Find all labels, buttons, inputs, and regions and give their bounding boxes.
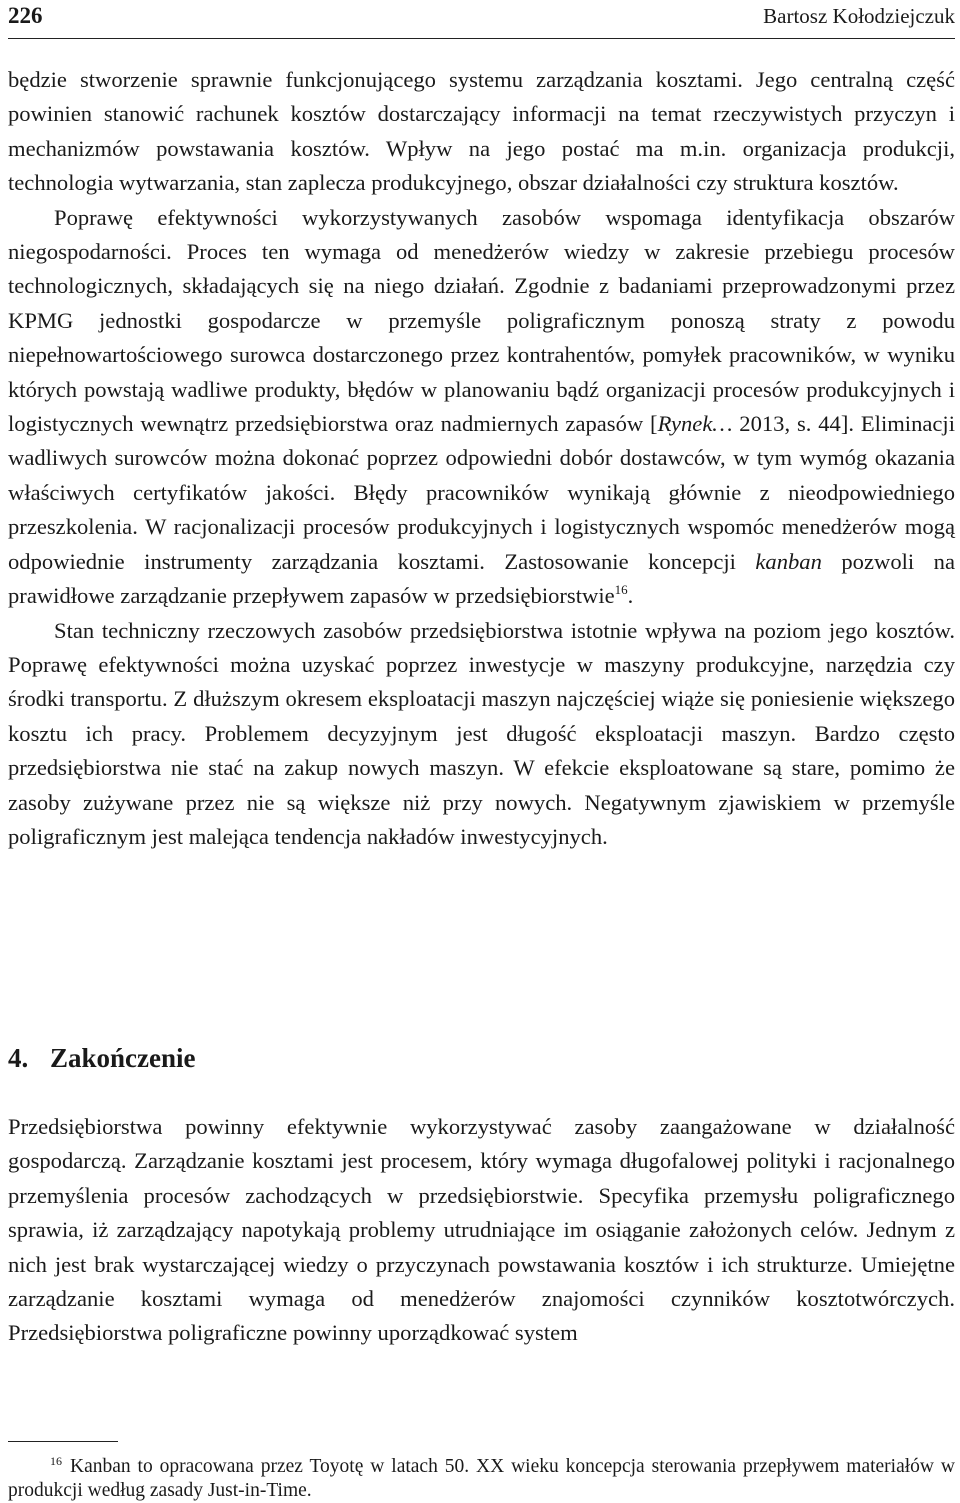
- paragraph-2: [8, 201, 955, 614]
- paragraph-2-part-3: pozwoli na prawidłowe zarządzanie przepływem zapasów w przedsiębiorstwie: [8, 548, 955, 609]
- page-number: 226: [8, 3, 43, 28]
- footnote-mark: 16: [50, 1454, 62, 1468]
- section-title: Zakończenie: [50, 1043, 196, 1073]
- conclusion-text: [8, 1110, 955, 1351]
- section-number: 4.: [8, 1043, 29, 1073]
- footnote-divider: [8, 1441, 118, 1442]
- footnote-text: Kanban to opracowana przez Toyotę w latach 50. XX wieku koncepcja sterowania przepływem materiałów w produkcji według zasady Just-in-Time.: [8, 1456, 955, 1501]
- section-heading: [8, 1040, 196, 1076]
- paragraph-3: Stan techniczny rzeczowych zasobów przedsiębiorstwa istotnie wpływa na poziom jego kosztów. Poprawę efektywności można uzyskać poprzez inwestycje w maszyny produkcyjne, narzędzia czy środki transportu. Z dłuższym okresem eksploatacji maszyn najczęściej wiąże się poniesienie większego kosztu ich pracy. Problemem decyzyjnym jest długość eksploatacji maszyn. Bardzo często przedsiębiorstwa nie stać na zakup nowych maszyn. W efekcie eksploatowane są stare, pomimo że zasoby zużywane przez nie są większe niż przy nowych. Negatywnym zjawiskiem w przemyśle poligraficznym jest malejąca tendencja nakładów inwestycyjnych.: [8, 617, 955, 849]
- footnote-reference[interactable]: 16: [614, 582, 628, 598]
- running-author: Bartosz Kołodziejczuk: [763, 4, 955, 28]
- paragraph-1: będzie stworzenie sprawnie funkcjonującego systemu zarządzania kosztami. Jego centralną część powinien stanowić rachunek kosztów dostarczający informacji na temat rzeczywistych przyczyn i mechanizmów powstawania kosztów. Wpływ na jego postać ma m.in. organizacja produkcji, technologia wytwarzania, stan zaplecza produkcyjnego, obszar działalności czy struktura kosztów.: [8, 67, 955, 196]
- paragraph-2-end: .: [627, 583, 634, 609]
- body-text: [8, 63, 955, 854]
- running-header: [8, 0, 955, 39]
- footnote: [8, 1449, 955, 1503]
- paragraph-2-part-2: 2013, s. 44]. Eliminacji wadliwych surowców można dokonać poprzez odpowiedni dobór dostawców, w tym wymóg okazania właściwych certyfikatów jakości. Błędy pracowników wynikają głównie z nieodpowiedniego przeszkolenia. W racjonalizacji procesów produkcyjnych i logistycznych wspomóc menedżerów mogą odpowiednie instrumenty zarządzania kosztami. Zastosowanie koncepcji: [8, 411, 955, 574]
- citation-rynek: Rynek…: [657, 411, 733, 437]
- paragraph-2-part-1: Poprawę efektywności wykorzystywanych zasobów wspomaga identyfikacja obszarów niegospodarności. Proces ten wymaga od menedżerów wiedzy w zakresie przebiegu procesów technologicznych, składających się na niego działań. Zgodnie z badaniami przeprowadzonymi przez KPMG jednostki gospodarcze w przemyśle poligraficznym ponoszą straty z powodu niepełnowartościowego surowca dostarczonego przez kontrahentów, pomyłek pracowników, w wyniku których powstają wadliwe produkty, błędów w planowaniu bądź organizacji procesów produkcyjnych i logistycznych wewnątrz przedsiębiorstwa oraz nadmiernych zapasów [: [8, 204, 955, 437]
- paragraph-4: Przedsiębiorstwa powinny efektywnie wykorzystywać zasoby zaangażowane w działalność gospodarczą. Zarządzanie kosztami jest procesem, który wymaga długofalowej polityki i racjonalnego przemyślenia procesów zachodzących w przedsiębiorstwie. Specyfika przemysłu poligraficznego sprawia, iż zarządzający napotykają problemy utrudniające im osiąganie założonych celów. Jednym z nich jest brak wystarczającej wiedzy o przyczynach powstawania kosztów i ich strukturze. Umiejętne zarządzanie kosztami wymaga od menedżerów znajomości czynników kosztotwórczych. Przedsiębiorstwa poligraficzne powinny uporządkować system: [8, 1114, 955, 1346]
- term-kanban: kanban: [755, 548, 822, 574]
